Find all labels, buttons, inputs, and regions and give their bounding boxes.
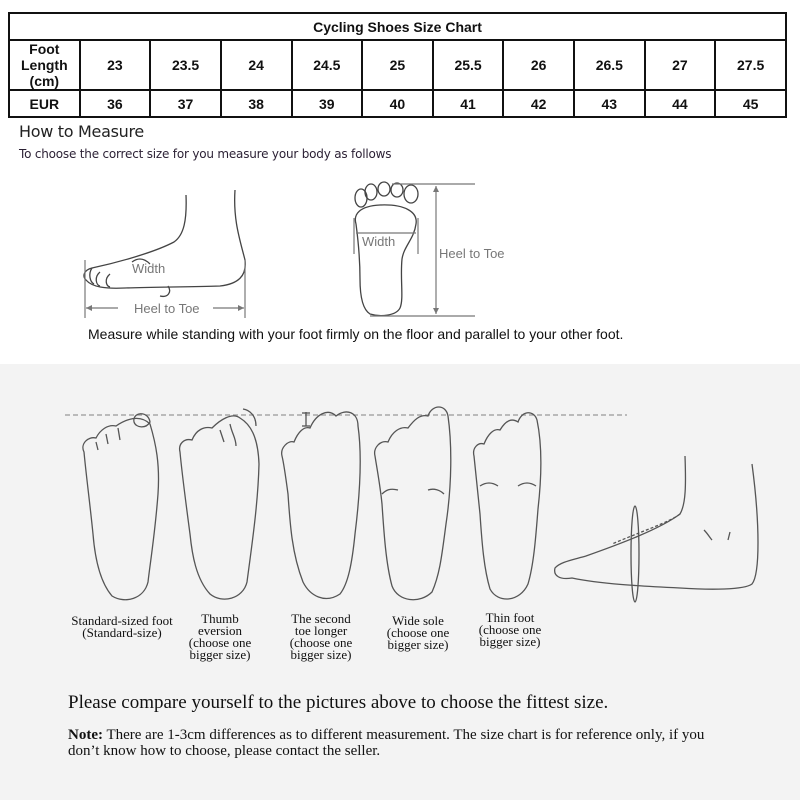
note-label: Note: bbox=[68, 727, 103, 743]
size-chart-table bbox=[8, 12, 787, 118]
table-cell: 25.5 bbox=[433, 40, 504, 90]
how-to-measure-heading: How to Measure bbox=[19, 122, 144, 141]
top-heel-to-toe-label: Heel to Toe bbox=[439, 246, 505, 261]
caption-second-toe-longer: The second toe longer (choose one bigger size) bbox=[289, 611, 353, 662]
table-cell: 24.5 bbox=[292, 40, 363, 90]
table-row-foot-length bbox=[9, 40, 786, 90]
side-width-label: Width bbox=[132, 261, 166, 276]
size-note bbox=[68, 727, 708, 759]
table-cell: 24 bbox=[221, 40, 292, 90]
caption-thin-foot: Thin foot (choose one bigger size) bbox=[478, 610, 542, 649]
caption-wide-sole: Wide sole (choose one bigger size) bbox=[386, 613, 450, 652]
row-header: Foot Length (cm) bbox=[9, 40, 80, 90]
caption-standard-foot: Standard-sized foot (Standard-size) bbox=[71, 613, 173, 640]
side-view-foot-diagram bbox=[80, 190, 255, 320]
table-cell: 25 bbox=[362, 40, 433, 90]
compare-instruction: Please compare yourself to the pictures above to choose the fittest size. bbox=[68, 692, 609, 713]
thumb-eversion-foot-icon bbox=[180, 409, 259, 599]
wide-sole-foot-icon bbox=[375, 407, 451, 600]
size-chart-title: Cycling Shoes Size Chart bbox=[9, 13, 786, 40]
caption-thumb-eversion: Thumb eversion (choose one bigger size) bbox=[188, 611, 252, 662]
table-cell: 27 bbox=[645, 40, 716, 90]
table-cell: 26.5 bbox=[574, 40, 645, 90]
table-cell: 23 bbox=[80, 40, 151, 90]
table-cell: 23.5 bbox=[150, 40, 221, 90]
table-cell: 40 bbox=[362, 90, 433, 117]
side-heel-to-toe-label: Heel to Toe bbox=[134, 301, 200, 316]
table-cell: 45 bbox=[715, 90, 786, 117]
table-cell: 39 bbox=[292, 90, 363, 117]
table-cell: 38 bbox=[221, 90, 292, 117]
table-cell: 36 bbox=[80, 90, 151, 117]
table-cell: 44 bbox=[645, 90, 716, 117]
standard-foot-icon bbox=[83, 414, 159, 600]
second-toe-longer-foot-icon bbox=[282, 412, 360, 599]
instep-circumference-foot-icon bbox=[555, 456, 758, 602]
table-cell: 42 bbox=[503, 90, 574, 117]
table-row-eur bbox=[9, 90, 786, 117]
top-width-label: Width bbox=[362, 234, 396, 249]
table-cell: 37 bbox=[150, 90, 221, 117]
how-to-measure-subtitle: To choose the correct size for you measure your body as follows bbox=[19, 147, 392, 161]
foot-types-illustration bbox=[0, 364, 800, 644]
table-cell: 43 bbox=[574, 90, 645, 117]
table-cell: 27.5 bbox=[715, 40, 786, 90]
thin-foot-icon bbox=[474, 413, 541, 599]
table-cell: 26 bbox=[503, 40, 574, 90]
measure-instruction: Measure while standing with your foot firmly on the floor and parallel to your other foot. bbox=[88, 326, 624, 342]
row-header: EUR bbox=[9, 90, 80, 117]
table-cell: 41 bbox=[433, 90, 504, 117]
note-text: There are 1-3cm differences as to different measurement. The size chart is for reference only, if you don’t know how to choose, please contact the seller. bbox=[68, 727, 705, 759]
top-view-foot-diagram bbox=[350, 184, 520, 319]
